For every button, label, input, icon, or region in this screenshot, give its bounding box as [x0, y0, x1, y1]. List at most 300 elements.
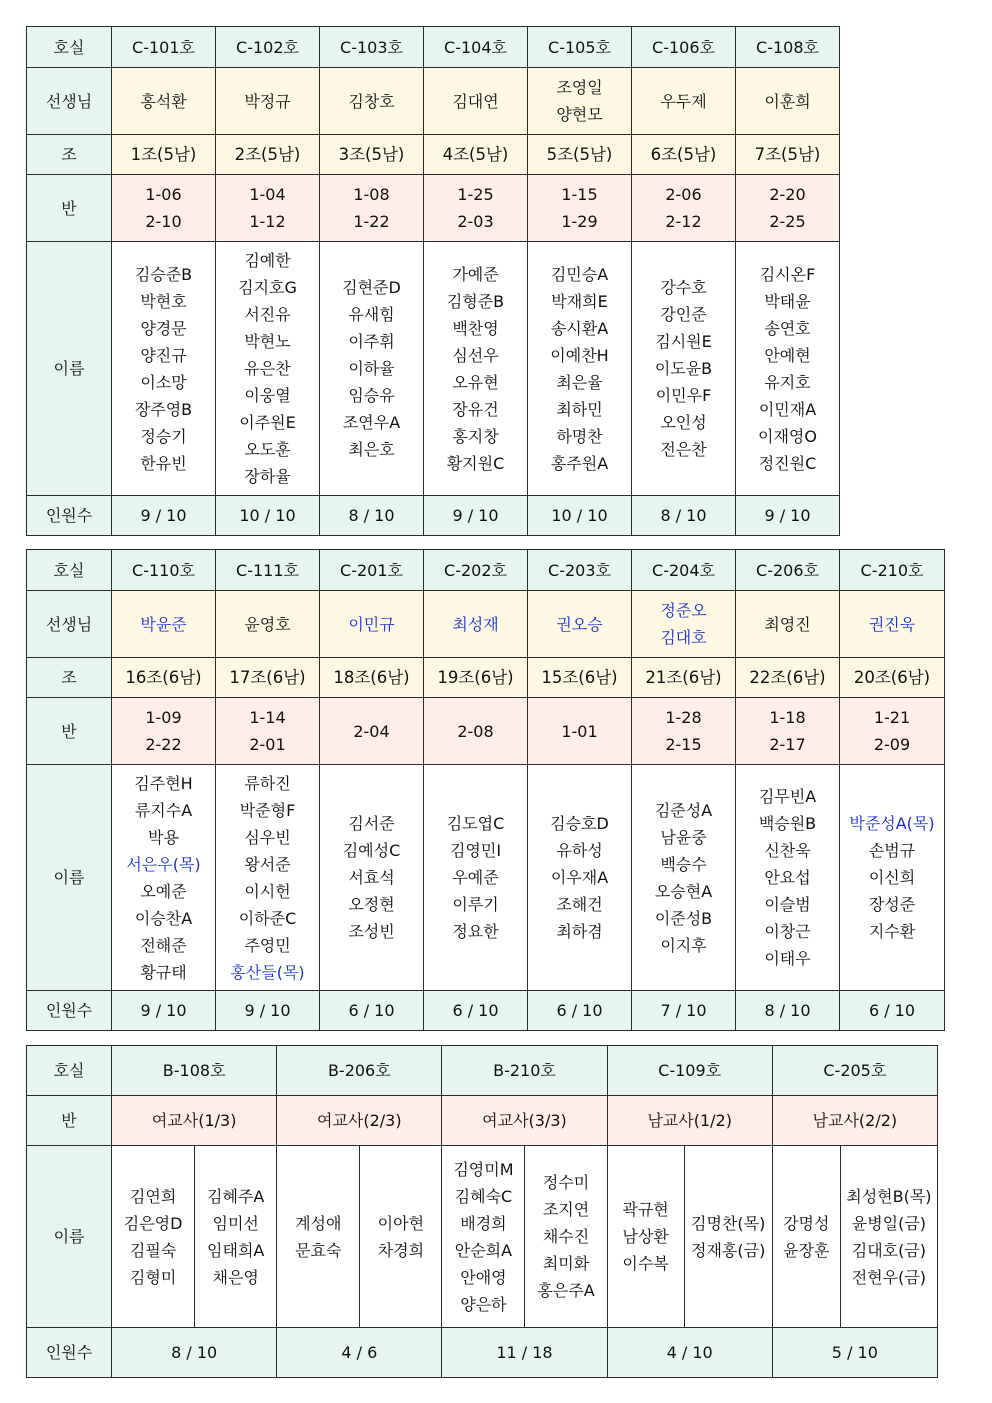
group-cell: 7조(5남): [736, 135, 840, 175]
member-name: 임태희A: [207, 1240, 265, 1260]
class-code: 2-22: [145, 735, 182, 754]
room-cell: C-206호: [736, 550, 840, 591]
class-cell: [424, 175, 528, 242]
room-table-1: [26, 26, 840, 536]
member-name: 정요한: [452, 922, 499, 941]
class-cell: [632, 175, 736, 242]
teacher-cell: [840, 591, 945, 658]
names-cell: [112, 1146, 195, 1328]
teacher-cell: [632, 591, 736, 658]
member-name: 홍주원A: [550, 453, 609, 473]
group-label: 조: [27, 658, 112, 698]
member-name: 계성애: [295, 1213, 342, 1233]
names-label: 이름: [27, 765, 112, 991]
member-name: 우예준: [452, 868, 499, 887]
class-code: 1-28: [665, 708, 702, 727]
room-cell: C-108호: [736, 27, 840, 68]
names-cell: [216, 242, 320, 496]
class-cell: [528, 698, 632, 765]
class-cell: [320, 175, 424, 242]
names-cell: [632, 242, 736, 496]
member-name: 이주원E: [239, 413, 296, 432]
member-name: 신찬욱: [764, 841, 811, 860]
names-cell: [528, 765, 632, 991]
member-name: 김형준B: [446, 291, 505, 311]
member-name: 강인준: [660, 305, 707, 324]
member-name: 김혜숙C: [454, 1186, 513, 1206]
member-name: 강명성: [783, 1213, 830, 1233]
member-name: 류하진: [244, 773, 291, 793]
group-cell: 1조(5남): [112, 135, 216, 175]
member-name: 김현준D: [342, 278, 401, 297]
class-code: 1-22: [353, 212, 390, 231]
member-name: 이루기: [452, 895, 499, 914]
member-name: 안예현: [764, 345, 811, 365]
member-name: 이창근: [764, 922, 811, 941]
class-code: 1-06: [145, 185, 182, 204]
member-name: 이우재A: [550, 868, 609, 887]
member-name: 김예성C: [342, 841, 401, 860]
member-name: 가예준: [452, 264, 499, 284]
names-cell: [424, 242, 528, 496]
teacher-name: 정준오: [660, 601, 707, 620]
class-code: 1-04: [249, 185, 286, 204]
room-cell: C-203호: [528, 550, 632, 591]
class-code: 1-09: [145, 708, 182, 727]
teacher-name: 김대호: [660, 628, 707, 647]
names-cell: [195, 1146, 277, 1328]
member-name: 이민재A: [758, 399, 817, 419]
member-name: 양은하: [460, 1294, 507, 1314]
names-cell: [632, 765, 736, 991]
member-name: 전해준: [140, 935, 187, 955]
group-cell: 19조(6남): [424, 658, 528, 698]
member-name: 안요섭: [764, 868, 811, 887]
count-cell: 9 / 10: [112, 991, 216, 1031]
member-name: 임미선: [212, 1213, 259, 1233]
teacher-cell: [424, 591, 528, 658]
member-name: 정진원C: [758, 453, 817, 473]
teacher-name: 최영진: [764, 614, 811, 634]
class-label: 반: [27, 698, 112, 765]
teacher-cell: [424, 68, 528, 135]
member-name: 송시환A: [550, 318, 609, 338]
member-name: 김은영D: [123, 1213, 183, 1233]
class-code: 1-18: [769, 708, 806, 727]
member-name: 이슬범: [764, 895, 811, 914]
names-label: 이름: [27, 1146, 112, 1328]
group-cell: 6조(5남): [632, 135, 736, 175]
member-name: 서은우(목): [126, 854, 201, 874]
count-cell: 4 / 6: [277, 1328, 442, 1378]
count-cell: 6 / 10: [528, 991, 632, 1031]
names-row: [27, 242, 840, 496]
member-name: 심선우: [452, 345, 499, 365]
room-label: 호실: [27, 550, 112, 591]
class-code: 2-17: [769, 735, 806, 754]
teacher-name: 박정규: [244, 91, 291, 111]
class-code: 2-12: [665, 212, 702, 231]
room-cell: C-103호: [320, 27, 424, 68]
teacher-cell: [736, 68, 840, 135]
count-cell: 4 / 10: [607, 1328, 772, 1378]
member-name: 윤병일(금): [851, 1213, 927, 1233]
names-cell: [360, 1146, 442, 1328]
names-cell: [277, 1146, 360, 1328]
member-name: 김영미M: [453, 1159, 514, 1179]
count-row: [27, 496, 840, 536]
class-cell: [320, 698, 424, 765]
names-cell: [320, 242, 424, 496]
member-name: 문효숙: [295, 1240, 342, 1260]
count-cell: 6 / 10: [424, 991, 528, 1031]
room-cell: C-101호: [112, 27, 216, 68]
member-name: 백승수: [660, 854, 707, 874]
teacher-label: 선생님: [27, 591, 112, 658]
class-cell: [112, 698, 216, 765]
teacher-row: [27, 591, 945, 658]
names-cell: [112, 765, 216, 991]
room-row: [27, 1046, 938, 1096]
group-label: 조: [27, 135, 112, 175]
class-label: 반: [27, 175, 112, 242]
class-code: 2-03: [457, 212, 494, 231]
member-name: 박재희E: [551, 291, 608, 311]
group-cell: 21조(6남): [632, 658, 736, 698]
member-name: 이신희: [868, 868, 916, 887]
class-code: 1-21: [873, 708, 911, 727]
member-name: 남상환: [622, 1227, 669, 1246]
names-cell: [442, 1146, 525, 1328]
member-name: 심우빈: [244, 827, 291, 847]
member-name: 채은영: [212, 1267, 259, 1287]
group-cell: 15조(6남): [528, 658, 632, 698]
member-name: 홍은주A: [537, 1281, 595, 1300]
names-cell: [525, 1146, 607, 1328]
member-name: 최은호: [348, 440, 395, 459]
member-name: 오인성: [660, 413, 707, 432]
member-name: 김지호G: [238, 278, 297, 297]
class-code: 1-29: [561, 212, 598, 231]
class-cell: [216, 698, 320, 765]
class-cell: [736, 698, 840, 765]
class-code: 2-10: [145, 212, 182, 231]
member-name: 최하겸: [556, 922, 603, 941]
group-cell: 2조(5남): [216, 135, 320, 175]
class-code: 1-12: [249, 212, 286, 231]
member-name: 왕서준: [244, 854, 291, 874]
member-name: 배경희: [460, 1213, 507, 1233]
teacher-name: 우두제: [660, 91, 707, 111]
room-cell: C-210호: [840, 550, 945, 591]
member-name: 최은율: [556, 372, 603, 392]
member-name: 장유건: [452, 399, 499, 419]
names-cell: [528, 242, 632, 496]
group-cell: 20조(6남): [840, 658, 945, 698]
member-name: 정승기: [140, 426, 187, 446]
member-name: 박태윤: [764, 291, 811, 311]
teacher-cell: [216, 68, 320, 135]
member-name: 박현호: [140, 291, 187, 311]
member-name: 이주휘: [348, 332, 395, 351]
count-cell: 9 / 10: [112, 496, 216, 536]
room-cell: C-204호: [632, 550, 736, 591]
member-name: 이지후: [660, 935, 707, 955]
member-name: 유지호: [764, 372, 811, 392]
teacher-cell: [320, 591, 424, 658]
class-code: 1-08: [353, 185, 390, 204]
class-row: [27, 698, 945, 765]
count-cell: 10 / 10: [216, 496, 320, 536]
teacher-cell: [112, 68, 216, 135]
count-cell: 7 / 10: [632, 991, 736, 1031]
room-row: [27, 550, 945, 591]
member-name: 안순희A: [454, 1240, 513, 1260]
member-name: 김필숙: [129, 1240, 177, 1260]
count-cell: 8 / 10: [736, 991, 840, 1031]
teacher-name: 박윤준: [140, 614, 187, 634]
teacher-name: 조영일: [556, 78, 603, 97]
member-name: 홍산들(목): [230, 962, 305, 982]
member-name: 김시원E: [655, 332, 712, 351]
room-cell: C-109호: [607, 1046, 772, 1096]
group-cell: 17조(6남): [216, 658, 320, 698]
room-cell: C-102호: [216, 27, 320, 68]
member-name: 유새힘: [348, 305, 395, 324]
count-cell: 9 / 10: [736, 496, 840, 536]
member-name: 양경문: [140, 318, 187, 338]
member-name: 정수미: [542, 1173, 590, 1192]
names-cell: [772, 1146, 840, 1328]
names-cell: [840, 1146, 937, 1328]
teacher-name: 이민규: [348, 614, 395, 634]
names-cell: [112, 242, 216, 496]
names-cell: [840, 765, 945, 991]
member-name: 김명찬(목): [691, 1213, 766, 1233]
member-name: 김대호(금): [851, 1240, 927, 1260]
count-cell: 8 / 10: [320, 496, 424, 536]
names-cell: [736, 242, 840, 496]
group-cell: 3조(5남): [320, 135, 424, 175]
room-cell: C-201호: [320, 550, 424, 591]
member-name: 이예찬H: [550, 345, 609, 365]
member-name: 지수환: [868, 922, 916, 941]
member-name: 김주현H: [134, 773, 193, 793]
class-row: [27, 1096, 938, 1146]
count-label: 인원수: [27, 496, 112, 536]
teacher-name: 권오승: [556, 614, 603, 634]
member-name: 오예준: [140, 881, 187, 901]
count-label: 인원수: [27, 1328, 112, 1378]
member-name: 이하준C: [238, 908, 297, 928]
member-name: 최미화: [542, 1254, 590, 1273]
teacher-name: 김창호: [348, 91, 395, 111]
member-name: 조해건: [556, 895, 603, 914]
member-name: 김서준: [348, 814, 395, 833]
names-cell: [216, 765, 320, 991]
class-cell: [840, 698, 945, 765]
member-name: 서효석: [348, 868, 395, 887]
count-cell: 8 / 10: [112, 1328, 277, 1378]
member-name: 김민승A: [550, 264, 609, 284]
teacher-name: 양현모: [556, 105, 603, 124]
count-cell: 11 / 18: [442, 1328, 607, 1378]
member-name: 류지수A: [134, 800, 193, 820]
member-name: 이아현: [377, 1213, 425, 1233]
member-name: 김무빈A: [758, 787, 817, 806]
member-name: 전은찬: [660, 440, 707, 459]
member-name: 박준성A(목): [849, 814, 935, 833]
member-name: 남윤중: [660, 827, 707, 847]
room-cell: C-105호: [528, 27, 632, 68]
teacher-row: [27, 68, 840, 135]
teacher-name: 홍석환: [140, 91, 187, 111]
room-cell: B-108호: [112, 1046, 277, 1096]
group-cell: 22조(6남): [736, 658, 840, 698]
room-cell: C-104호: [424, 27, 528, 68]
class-code: 2-08: [457, 721, 494, 741]
count-cell: 8 / 10: [632, 496, 736, 536]
member-name: 유하성: [556, 841, 603, 860]
member-name: 김영민I: [449, 841, 502, 860]
member-name: 이하율: [348, 359, 395, 378]
member-name: 유은찬: [244, 359, 291, 378]
member-name: 조지연: [542, 1200, 590, 1219]
class-code: 2-06: [665, 185, 702, 204]
count-cell: 9 / 10: [424, 496, 528, 536]
class-cell: [528, 175, 632, 242]
member-name: 곽규현: [622, 1200, 669, 1219]
room-cell: B-210호: [442, 1046, 607, 1096]
count-cell: 6 / 10: [840, 991, 945, 1031]
names-row: [27, 765, 945, 991]
teacher-cell: [320, 68, 424, 135]
class-code: 2-20: [769, 185, 806, 204]
class-code: 2-04: [353, 721, 390, 741]
member-name: 이소망: [140, 372, 187, 392]
names-cell: [320, 765, 424, 991]
class-cell: [736, 175, 840, 242]
class-cell: 여교사(2/3): [277, 1096, 442, 1146]
room-row: [27, 27, 840, 68]
count-cell: 5 / 10: [772, 1328, 937, 1378]
room-cell: C-110호: [112, 550, 216, 591]
class-code: 1-25: [457, 185, 494, 204]
member-name: 김혜주A: [207, 1186, 265, 1206]
member-name: 김승준B: [134, 264, 193, 284]
class-cell: 여교사(3/3): [442, 1096, 607, 1146]
member-name: 전현우(금): [851, 1267, 927, 1287]
teacher-cell: [528, 68, 632, 135]
member-name: 서진유: [244, 305, 291, 324]
class-code: 1-14: [249, 708, 286, 727]
member-name: 장주영B: [134, 399, 193, 419]
member-name: 장하율: [244, 467, 291, 486]
group-row: [27, 658, 945, 698]
member-name: 이시헌: [244, 881, 291, 901]
member-name: 오도훈: [244, 440, 291, 459]
names-cell: [736, 765, 840, 991]
member-name: 채수진: [542, 1227, 590, 1246]
teacher-name: 김대연: [452, 91, 499, 111]
group-cell: 16조(6남): [112, 658, 216, 698]
class-code: 2-01: [249, 735, 286, 754]
member-name: 이승찬A: [134, 908, 193, 928]
names-cell: [607, 1146, 684, 1328]
member-name: 김도엽C: [446, 814, 505, 833]
teacher-name: 권진욱: [868, 614, 916, 634]
member-name: 안애영: [460, 1267, 507, 1287]
class-cell: [424, 698, 528, 765]
member-name: 박현노: [244, 332, 291, 351]
member-name: 황지원C: [446, 453, 505, 473]
class-label: 반: [27, 1096, 112, 1146]
class-cell: 남교사(1/2): [607, 1096, 772, 1146]
class-row: [27, 175, 840, 242]
class-cell: 여교사(1/3): [112, 1096, 277, 1146]
room-cell: C-111호: [216, 550, 320, 591]
count-cell: 10 / 10: [528, 496, 632, 536]
room-cell: C-202호: [424, 550, 528, 591]
member-name: 이태우: [764, 949, 811, 968]
member-name: 김시온F: [759, 264, 816, 284]
room-cell: C-205호: [772, 1046, 937, 1096]
member-name: 오승현A: [654, 881, 713, 901]
member-name: 장성준: [868, 895, 916, 914]
room-label: 호실: [27, 27, 112, 68]
group-cell: 18조(6남): [320, 658, 424, 698]
count-cell: 6 / 10: [320, 991, 424, 1031]
member-name: 오유현: [452, 372, 499, 392]
member-name: 한유빈: [140, 453, 187, 473]
teacher-name: 윤영호: [244, 614, 291, 634]
member-name: 이수복: [622, 1254, 669, 1273]
class-code: 2-15: [665, 735, 702, 754]
class-cell: [112, 175, 216, 242]
group-cell: 5조(5남): [528, 135, 632, 175]
member-name: 손범규: [868, 841, 916, 860]
member-name: 김승호D: [550, 814, 609, 833]
member-name: 박용: [148, 827, 179, 847]
member-name: 백승원B: [758, 814, 817, 833]
member-name: 이웅열: [244, 386, 291, 405]
count-cell: 9 / 10: [216, 991, 320, 1031]
member-name: 이도윤B: [654, 359, 713, 378]
member-name: 양진규: [140, 345, 187, 365]
room-label: 호실: [27, 1046, 112, 1096]
member-name: 최하민: [556, 399, 603, 419]
member-name: 이민우F: [655, 386, 712, 405]
count-row: [27, 1328, 938, 1378]
member-name: 오정현: [348, 895, 395, 914]
member-name: 최성현B(목): [846, 1186, 932, 1206]
member-name: 임승유: [348, 386, 395, 405]
class-code: 2-09: [873, 735, 911, 754]
member-name: 황규태: [140, 962, 187, 982]
count-label: 인원수: [27, 991, 112, 1031]
teacher-label: 선생님: [27, 68, 112, 135]
teacher-cell: [736, 591, 840, 658]
class-cell: [632, 698, 736, 765]
teacher-name: 최성재: [452, 614, 499, 634]
names-row: [27, 1146, 938, 1328]
teacher-name: 이훈희: [764, 91, 811, 111]
member-name: 강수호: [660, 278, 707, 297]
names-cell: [424, 765, 528, 991]
room-table-2: [26, 549, 945, 1031]
class-cell: [216, 175, 320, 242]
member-name: 하명찬: [556, 426, 603, 446]
